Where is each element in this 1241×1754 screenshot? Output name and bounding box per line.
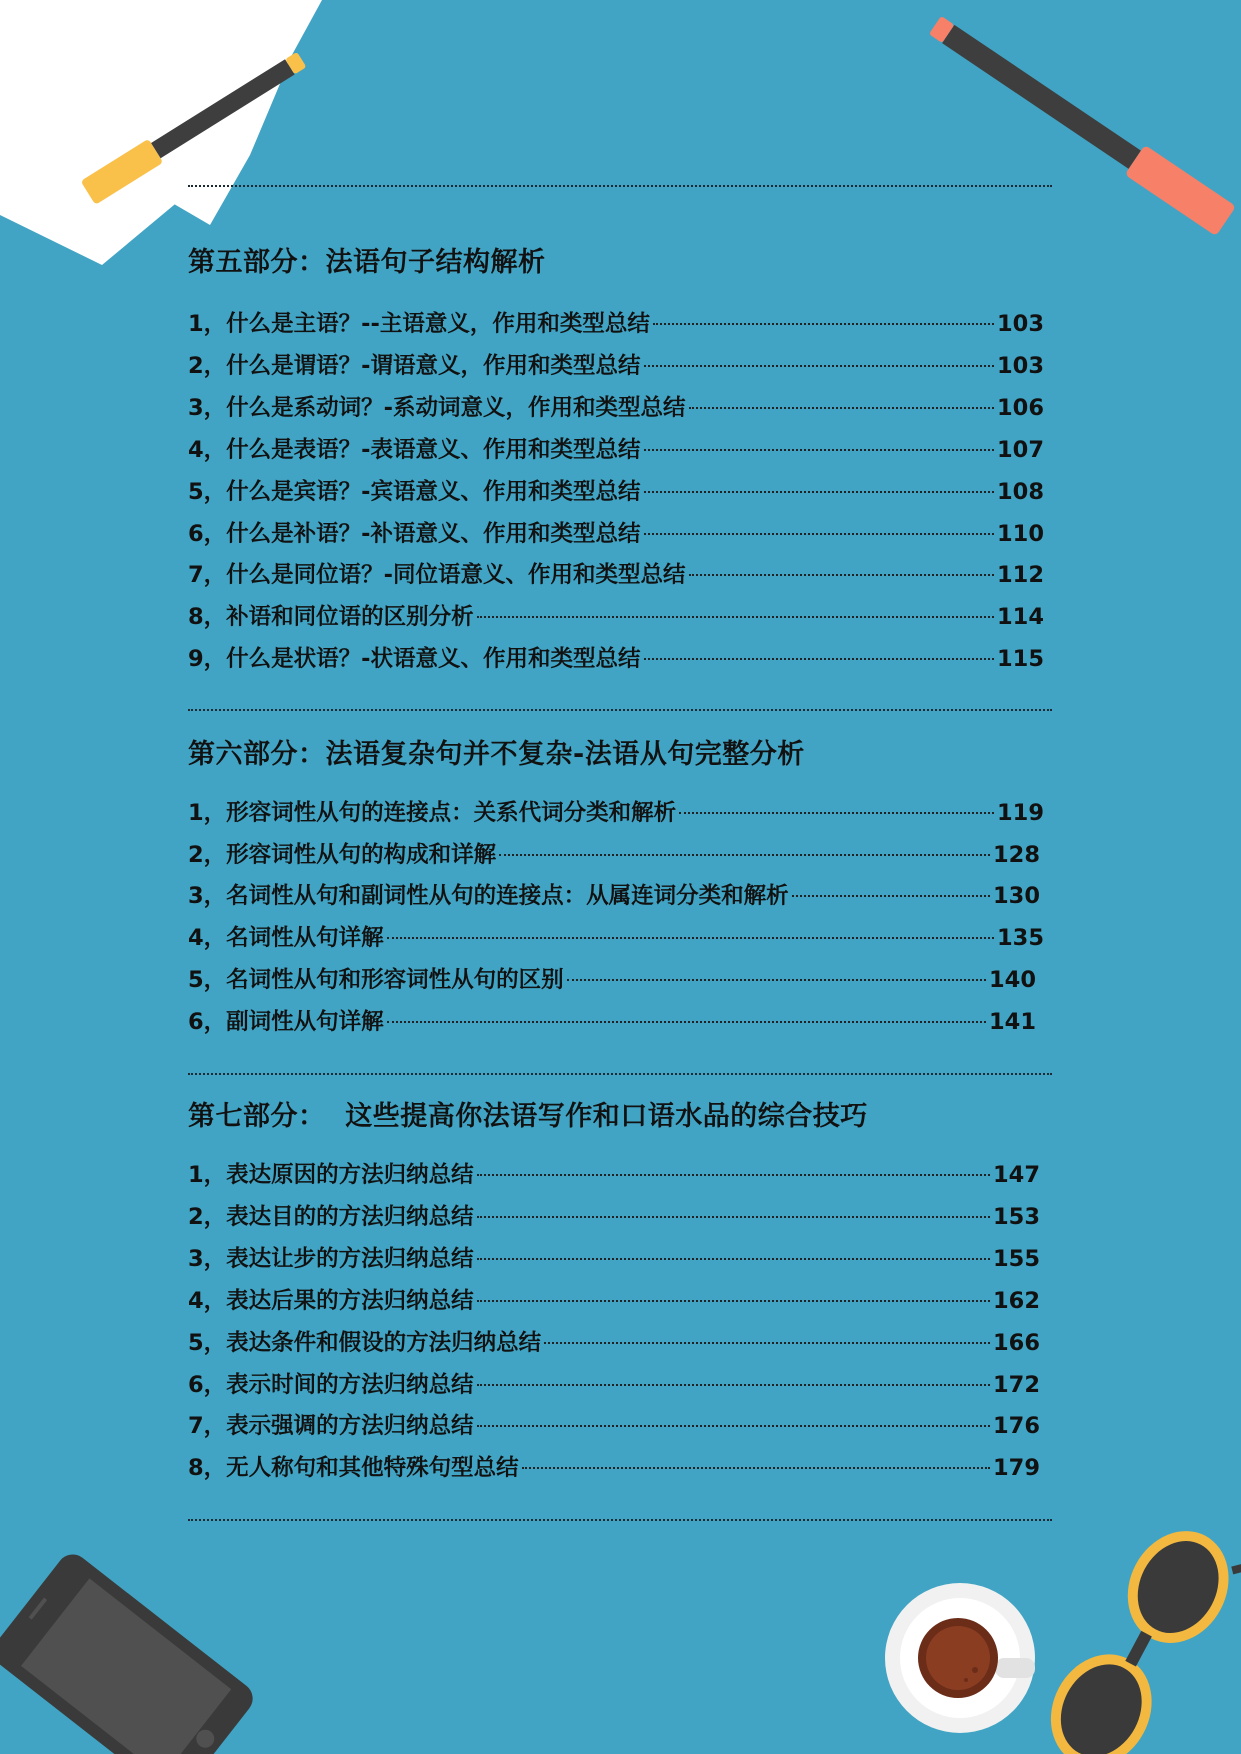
toc-entry-label: 2，什么是谓语？-谓语意义，作用和类型总结 (188, 353, 641, 379)
dot-leader (689, 407, 995, 409)
toc-entry-label: 4，名词性从句详解 (188, 925, 384, 951)
toc-entry-page: 140 (989, 967, 1036, 993)
toc-entry-page: 135 (997, 925, 1044, 951)
toc-entry[interactable] (188, 1369, 1040, 1401)
toc-entry-page: 153 (993, 1204, 1040, 1230)
toc-entry-label: 8，补语和同位语的区别分析 (188, 604, 474, 630)
salmon-marker-icon (925, 10, 1236, 236)
dot-leader (644, 365, 995, 367)
toc-entry[interactable] (188, 1410, 1040, 1442)
dot-leader (644, 449, 995, 451)
toc-entry[interactable] (188, 1452, 1040, 1484)
toc-entry-page: 172 (993, 1372, 1040, 1398)
toc-entry-label: 7，什么是同位语？-同位语意义、作用和类型总结 (188, 562, 686, 588)
toc-entry-page: 166 (993, 1330, 1040, 1356)
toc-entry[interactable] (188, 601, 1044, 633)
toc-entry-label: 6，副词性从句详解 (188, 1009, 384, 1035)
toc-entry-page: 106 (997, 395, 1044, 421)
toc-entry-page: 115 (997, 646, 1044, 672)
toc-entry[interactable] (188, 392, 1044, 424)
toc-entry[interactable] (188, 1159, 1040, 1191)
paper-sheets-icon (0, 0, 322, 265)
dot-leader (522, 1467, 990, 1469)
dot-leader (477, 1258, 990, 1260)
toc-entry-label: 4，什么是表语？-表语意义、作用和类型总结 (188, 437, 641, 463)
toc-entry-label: 5，名词性从句和形容词性从句的区别 (188, 967, 564, 993)
toc-entry[interactable] (188, 922, 1044, 954)
dot-leader (567, 979, 986, 981)
dot-leader (477, 1174, 990, 1176)
dotted-divider (188, 1519, 1052, 1521)
dot-leader (689, 574, 995, 576)
toc-entry-label: 6，什么是补语？-补语意义、作用和类型总结 (188, 521, 641, 547)
toc-entry-page: 176 (993, 1413, 1040, 1439)
toc-entry-label: 9，什么是状语？-状语意义、作用和类型总结 (188, 646, 641, 672)
dot-leader (644, 491, 995, 493)
toc-entry-label: 2，形容词性从句的构成和详解 (188, 842, 497, 868)
toc-entry-page: 162 (993, 1288, 1040, 1314)
dot-leader (477, 1425, 990, 1427)
toc-entry-label: 1，表达原因的方法归纳总结 (188, 1162, 474, 1188)
toc-entry-label: 5，什么是宾语？-宾语意义、作用和类型总结 (188, 479, 641, 505)
toc-entry[interactable] (188, 350, 1044, 382)
toc-entry-page: 119 (997, 800, 1044, 826)
section-title: 第五部分：法语句子结构解析 (188, 247, 546, 278)
toc-entry-label: 6，表示时间的方法归纳总结 (188, 1372, 474, 1398)
toc-entry[interactable] (188, 964, 1036, 996)
toc-entry[interactable] (188, 1285, 1040, 1317)
dotted-divider (188, 185, 1052, 187)
dot-leader (387, 937, 994, 939)
dotted-divider (188, 1073, 1052, 1075)
toc-entry[interactable] (188, 1327, 1040, 1359)
dot-leader (792, 895, 990, 897)
dot-leader (477, 1216, 990, 1218)
toc-entry-page: 114 (997, 604, 1044, 630)
dot-leader (644, 658, 995, 660)
toc-entry-page: 130 (993, 883, 1040, 909)
toc-entry[interactable] (188, 1243, 1040, 1275)
toc-entry-page: 128 (993, 842, 1040, 868)
toc-entry-page: 103 (997, 353, 1044, 379)
dot-leader (477, 1384, 990, 1386)
toc-entry[interactable] (188, 797, 1044, 829)
sunglasses-icon (1032, 1509, 1241, 1754)
toc-entry-page: 107 (997, 437, 1044, 463)
toc-entry-page: 147 (993, 1162, 1040, 1188)
toc-entry[interactable] (188, 559, 1044, 591)
toc-entry[interactable] (188, 308, 1044, 340)
toc-entry-page: 112 (997, 562, 1044, 588)
toc-entry-label: 4，表达后果的方法归纳总结 (188, 1288, 474, 1314)
coffee-cup-icon (885, 1583, 1035, 1733)
toc-entry-page: 141 (989, 1009, 1036, 1035)
toc-entry-label: 1，形容词性从句的连接点：关系代词分类和解析 (188, 800, 677, 826)
dotted-divider (188, 709, 1052, 711)
toc-entry[interactable] (188, 518, 1044, 550)
toc-entry[interactable] (188, 1006, 1036, 1038)
toc-entry-page: 155 (993, 1246, 1040, 1272)
toc-entry-label: 1，什么是主语？--主语意义，作用和类型总结 (188, 311, 650, 337)
toc-entry[interactable] (188, 434, 1044, 466)
dot-leader (477, 1300, 990, 1302)
section-title: 第六部分：法语复杂句并不复杂-法语从句完整分析 (188, 739, 805, 770)
toc-entry-label: 3，什么是系动词？-系动词意义，作用和类型总结 (188, 395, 686, 421)
toc-entry[interactable] (188, 643, 1044, 675)
dot-leader (387, 1021, 986, 1023)
toc-entry-page: 110 (997, 521, 1044, 547)
toc-entry-label: 8，无人称句和其他特殊句型总结 (188, 1455, 519, 1481)
toc-entry-page: 103 (997, 311, 1044, 337)
toc-entry-label: 5，表达条件和假设的方法归纳总结 (188, 1330, 542, 1356)
toc-entry[interactable] (188, 839, 1040, 871)
toc-entry[interactable] (188, 880, 1040, 912)
toc-entry-label: 3，表达让步的方法归纳总结 (188, 1246, 474, 1272)
section-title: 第七部分： 这些提高你法语写作和口语水品的综合技巧 (188, 1101, 868, 1132)
smartphone-icon (0, 1548, 259, 1754)
dot-leader (653, 323, 994, 325)
dot-leader (544, 1342, 990, 1344)
toc-entry-label: 3，名词性从句和副词性从句的连接点：从属连词分类和解析 (188, 883, 789, 909)
toc-entry-label: 2，表达目的的方法归纳总结 (188, 1204, 474, 1230)
toc-entry[interactable] (188, 1201, 1040, 1233)
toc-entry[interactable] (188, 476, 1044, 508)
toc-entry-page: 179 (993, 1455, 1040, 1481)
dot-leader (477, 616, 994, 618)
dot-leader (679, 812, 994, 814)
dot-leader (499, 854, 990, 856)
toc-entry-page: 108 (997, 479, 1044, 505)
toc-entry-label: 7，表示强调的方法归纳总结 (188, 1413, 474, 1439)
dot-leader (644, 533, 995, 535)
